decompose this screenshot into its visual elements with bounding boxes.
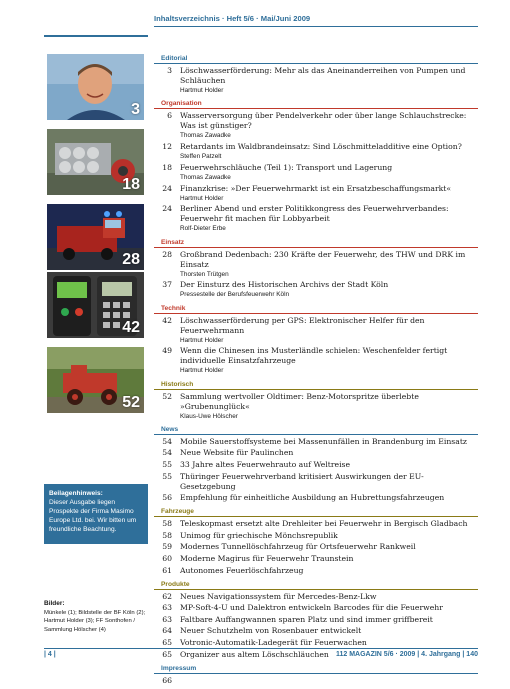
entry-title: Faltbare Auffangwannen sparen Platz und sind immer griffbereit xyxy=(180,614,433,624)
thumbnail-historisch[interactable] xyxy=(47,347,144,413)
toc-section-technik xyxy=(154,303,478,376)
entry-title: Teleskopmast ersetzt alte Drehleiter bei Feuerwehr in Bergisch Gladbach xyxy=(180,519,468,529)
supplement-notice-text: Dieser Ausgabe liegen Prospekte der Firma Masimo Europe Ltd. bei. Wir bitten um freundliche Beachtung. xyxy=(49,499,137,533)
entry-page-number: 18 xyxy=(162,162,172,172)
entry-page-number: 65 xyxy=(162,637,172,647)
section-heading: Editorial xyxy=(154,53,478,64)
entry-page-number: 24 xyxy=(162,204,172,214)
entry-title: Berliner Abend und erster Politikkongress des Feuerwehrverbandes: Feuerwehr fit machen für Lobbyarbeit xyxy=(180,204,449,224)
toc-entry[interactable] xyxy=(154,519,478,529)
toc-entry[interactable] xyxy=(154,460,478,470)
entry-page-number: 59 xyxy=(162,542,172,552)
entry-author: Thomas Zawadke xyxy=(180,173,231,181)
toc-entry[interactable] xyxy=(154,142,478,161)
entry-author: Klaus-Uwe Hölscher xyxy=(180,412,238,420)
thumbnail-page-number: 52 xyxy=(122,394,140,411)
toc-entry[interactable] xyxy=(154,542,478,552)
entry-title: Neue Website für Paulinchen xyxy=(180,448,294,458)
entry-page-number: 24 xyxy=(162,183,172,193)
toc-entry[interactable] xyxy=(154,592,478,602)
entry-page-number: 52 xyxy=(162,391,172,401)
toc-entry[interactable] xyxy=(154,111,478,140)
entry-title: Löschwasserförderung: Mehr als das Aneinanderreihen von Pumpen und Schläuchen xyxy=(180,66,466,85)
entry-title: Großbrand Dedenbach: 230 Kräfte der Feuerwehr, des THW und DRK im Einsatz xyxy=(180,249,466,269)
toc-entry[interactable] xyxy=(154,437,478,447)
toc-entry[interactable] xyxy=(154,204,478,233)
entry-title: Moderne Magirus für Feuerwehr Traunstein xyxy=(180,553,354,563)
thumbnail-organisation[interactable] xyxy=(47,129,144,195)
entry-title: Mobile Sauerstoffsysteme bei Massenunfällen in Brandenburg im Einsatz xyxy=(180,436,467,446)
entry-author: Thorsten Trütgen xyxy=(180,270,229,278)
entry-author: Rolf-Dieter Erbe xyxy=(180,225,226,233)
section-heading: Produkte xyxy=(154,579,478,590)
entry-title: Neues Navigationssystem für Mercedes-Benz-Lkw xyxy=(180,591,377,601)
toc-entry[interactable] xyxy=(154,346,478,375)
entry-author: Thomas Zawadke xyxy=(180,132,231,140)
entry-page-number: 63 xyxy=(162,614,172,624)
footer-page-number: | 4 | xyxy=(44,651,56,658)
thumbnail-einsatz[interactable] xyxy=(47,204,144,270)
toc-section-fahrzeuge xyxy=(154,506,478,575)
toc-entry[interactable] xyxy=(154,280,478,299)
toc-entry[interactable] xyxy=(154,184,478,203)
entry-page-number: 62 xyxy=(162,591,172,601)
entry-page-number: 12 xyxy=(162,142,172,151)
entry-title: Votronic-Automatik-Ladegerät für Feuerwachen xyxy=(180,637,367,647)
entry-author: Hartmut Holder xyxy=(180,87,224,94)
entry-title-spacer xyxy=(180,676,478,686)
footer-rule xyxy=(44,648,478,649)
entry-title: Neuer Schutzhelm von Rosenbauer entwickelt xyxy=(180,626,362,636)
entry-title: Der Einsturz des Historischen Archivs der Stadt Köln xyxy=(180,280,389,290)
section-heading: Historisch xyxy=(154,379,478,390)
photo-credits-title: Bilder: xyxy=(44,600,65,607)
photo-credits xyxy=(44,600,154,634)
supplement-notice xyxy=(44,484,148,544)
entry-title: Unimog für griechische Mönchsrepublik xyxy=(180,530,338,540)
portrait-photo xyxy=(47,54,144,120)
entry-page-number: 37 xyxy=(162,280,172,290)
toc-section-editorial xyxy=(154,53,478,95)
left-column-rule xyxy=(44,35,148,37)
toc-entry[interactable] xyxy=(154,566,478,576)
entry-title: Organizer aus altem Löschschläuchen xyxy=(180,649,329,659)
section-heading: Fahrzeuge xyxy=(154,506,478,517)
entry-title: Autonomes Feuerlöschfahrzeug xyxy=(180,565,304,575)
page-header-title: Inhaltsverzeichnis · Heft 5/6 · Mai/Juni 2009 xyxy=(154,14,311,23)
section-heading: Einsatz xyxy=(154,237,478,248)
section-heading: Impressum xyxy=(154,663,478,674)
entry-page-number: 55 xyxy=(162,459,172,469)
header-rule xyxy=(154,26,478,27)
entry-author: Steffen Patzelt xyxy=(180,153,222,160)
photo-credits-text: Münkele (1); Bildstelle der BF Köln (2); Hartmut Holder (3); FF Sonthofen / Sammlung Hölscher (4) xyxy=(44,610,146,633)
toc-entry[interactable] xyxy=(154,676,478,686)
entry-page-number: 64 xyxy=(162,626,172,636)
thumbnail-page-number: 42 xyxy=(122,319,140,336)
toc-section-einsatz xyxy=(154,237,478,300)
toc-entry[interactable] xyxy=(154,448,478,458)
entry-page-number: 28 xyxy=(162,249,172,259)
section-heading: Technik xyxy=(154,303,478,314)
entry-page-number: 42 xyxy=(162,315,172,325)
entry-page-number: 61 xyxy=(162,565,172,575)
entry-page-number: 54 xyxy=(162,436,172,446)
toc-entry[interactable] xyxy=(154,472,478,492)
toc-entry[interactable] xyxy=(154,163,478,182)
entry-page-number: 58 xyxy=(162,519,172,529)
toc-section-impressum xyxy=(154,663,478,686)
entry-title: Finanzkrise: »Der Feuerwehrmarkt ist ein Ersatzbeschaffungsmarkt« xyxy=(180,183,452,193)
toc-entry[interactable] xyxy=(154,615,478,625)
entry-page-number: 66 xyxy=(162,675,172,685)
entry-title: Modernes Tunnellöschfahrzeug für Ortsfeuerwehr Rankweil xyxy=(180,542,416,552)
entry-page-number: 56 xyxy=(162,493,172,503)
toc-entry[interactable] xyxy=(154,392,478,421)
entry-page-number: 54 xyxy=(162,448,172,458)
entry-title: Wenn die Chinesen ins Musterländle schielen: Weschenfelder fertigt individuelle Einsatzfahrzeuge xyxy=(180,346,448,366)
entry-page-number: 55 xyxy=(162,471,172,481)
entry-page-number: 49 xyxy=(162,346,172,356)
thumbnail-page-number: 28 xyxy=(122,251,140,268)
toc-entry[interactable] xyxy=(154,316,478,345)
toc-entry[interactable] xyxy=(154,250,478,279)
entry-page-number: 60 xyxy=(162,553,172,563)
entry-page-number: 63 xyxy=(162,603,172,613)
entry-title: Sammlung wertvoller Oldtimer: Benz-Motorspritze überlebte »Grubenunglück« xyxy=(180,391,419,411)
entry-title: Feuerwehrschläuche (Teil 1): Transport und Lagerung xyxy=(180,162,393,172)
entry-title: Retardants im Waldbrandeinsatz: Sind Löschmitteladditive eine Option? xyxy=(180,142,462,151)
toc-section-news xyxy=(154,424,478,503)
toc-entry[interactable] xyxy=(154,554,478,564)
entry-author: Pressestelle der Berufsfeuerwehr Köln xyxy=(180,291,290,299)
entry-author: Hartmut Holder xyxy=(180,367,224,375)
footer-publication-info: 112 MAGAZIN 5/6 · 2009 | 4. Jahrgang | 140 xyxy=(335,651,478,658)
entry-author: Hartmut Holder xyxy=(180,336,224,344)
entry-title: Wasserversorgung über Pendelverkehr oder über lange Schlauchstrecke: Was ist günstiger? xyxy=(180,111,467,131)
thumbnail-page-number: 18 xyxy=(122,176,140,193)
entry-page-number: 58 xyxy=(162,530,172,540)
toc-section-organisation xyxy=(154,98,478,233)
entry-page-number: 65 xyxy=(162,649,172,659)
toc-entry[interactable] xyxy=(154,531,478,541)
toc-entry[interactable] xyxy=(154,626,478,636)
table-of-contents xyxy=(154,53,478,689)
toc-entry[interactable] xyxy=(154,638,478,648)
entry-title: 33 Jahre altes Feuerwehrauto auf Weltreise xyxy=(180,459,351,469)
entry-title: Löschwasserförderung per GPS: Elektronischer Helfer für den Feuerwehrmann xyxy=(180,315,425,335)
thumbnail-page-number: 3 xyxy=(131,101,140,118)
entry-page-number: 6 xyxy=(167,111,172,121)
thumbnail-editorial[interactable] xyxy=(47,54,144,120)
toc-entry[interactable] xyxy=(154,493,478,503)
toc-section-historisch xyxy=(154,379,478,421)
section-heading: Organisation xyxy=(154,98,478,109)
thumbnail-technik[interactable] xyxy=(47,272,144,338)
entry-page-number: 3 xyxy=(167,66,172,75)
toc-entry[interactable] xyxy=(154,66,478,95)
entry-title: MP-Soft-4-U und Dalektron entwickeln Barcodes für die Feuerwehr xyxy=(180,603,443,613)
section-heading: News xyxy=(154,424,478,435)
supplement-notice-title: Beilagenhinweis: xyxy=(49,490,103,497)
entry-title: Empfehlung für einheitliche Ausbildung an Hubrettungsfahrzeugen xyxy=(180,493,445,503)
entry-author: Hartmut Holder xyxy=(180,194,224,202)
entry-title: Thüringer Feuerwehrverband kritisiert Auswirkungen der EU-Gesetzgebung xyxy=(180,471,424,491)
toc-entry[interactable] xyxy=(154,603,478,613)
